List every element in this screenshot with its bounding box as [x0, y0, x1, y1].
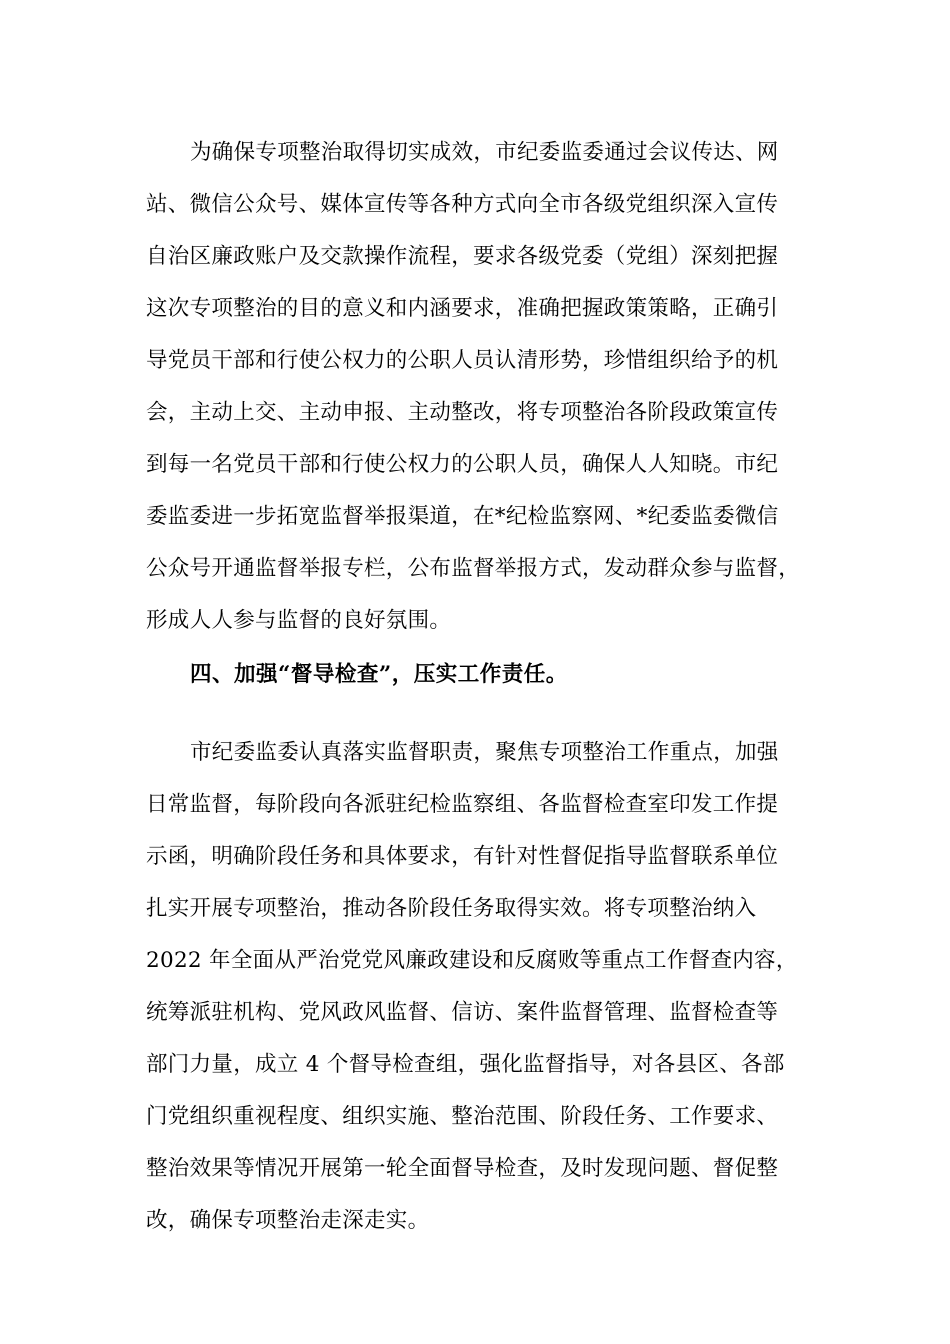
paragraph-line: 委监委进一步拓宽监督举报渠道，在*纪检监察网、*纪委监委微信 — [146, 504, 779, 529]
paragraph-line: 为确保专项整治取得切实成效，市纪委监委通过会议传达、网 — [190, 140, 779, 165]
paragraph-line: 会，主动上交、主动申报、主动整改，将专项整治各阶段政策宣传 — [146, 400, 779, 425]
paragraph-line: 站、微信公众号、媒体宣传等各种方式向全市各级党组织深入宣传 — [146, 192, 779, 217]
paragraph-line: 公众号开通监督举报专栏，公布监督举报方式，发动群众参与监督， — [146, 556, 801, 581]
paragraph-line: 改，确保专项整治走深走实。 — [146, 1208, 430, 1233]
paragraph-line: 这次专项整治的目的意义和内涵要求，准确把握政策策略，正确引 — [146, 296, 779, 321]
paragraph-line: 到每一名党员干部和行使公权力的公职人员，确保人人知晓。市纪 — [146, 452, 779, 477]
paragraph-line: 形成人人参与监督的良好氛围。 — [146, 608, 452, 633]
paragraph-inspection — [146, 727, 806, 1247]
paragraph-line: 导党员干部和行使公权力的公职人员认清形势，珍惜组织给予的机 — [146, 348, 779, 373]
paragraph-line: 2022 年全面从严治党党风廉政建设和反腐败等重点工作督查内容， — [146, 948, 798, 973]
paragraph-line: 部门力量，成立 4 个督导检查组，强化监督指导，对各县区、各部 — [146, 1052, 785, 1077]
paragraph-line: 自治区廉政账户及交款操作流程，要求各级党委（党组）深刻把握 — [146, 244, 779, 269]
section-heading: 四、加强“督导检查”，压实工作责任。 — [190, 662, 568, 687]
paragraph-publicity — [146, 127, 806, 647]
paragraph-line: 整治效果等情况开展第一轮全面督导检查，及时发现问题、督促整 — [146, 1156, 779, 1181]
paragraph-line: 门党组织重视程度、组织实施、整治范围、阶段任务、工作要求、 — [146, 1104, 779, 1129]
paragraph-line: 市纪委监委认真落实监督职责，聚焦专项整治工作重点，加强 — [190, 740, 779, 765]
paragraph-line: 扎实开展专项整治，推动各阶段任务取得实效。将专项整治纳入 — [146, 896, 757, 921]
paragraph-line: 日常监督，每阶段向各派驻纪检监察组、各监督检查室印发工作提 — [146, 792, 779, 817]
paragraph-line: 示函，明确阶段任务和具体要求，有针对性督促指导监督联系单位 — [146, 844, 779, 869]
paragraph-line: 统筹派驻机构、党风政风监督、信访、案件监督管理、监督检查等 — [146, 1000, 779, 1025]
